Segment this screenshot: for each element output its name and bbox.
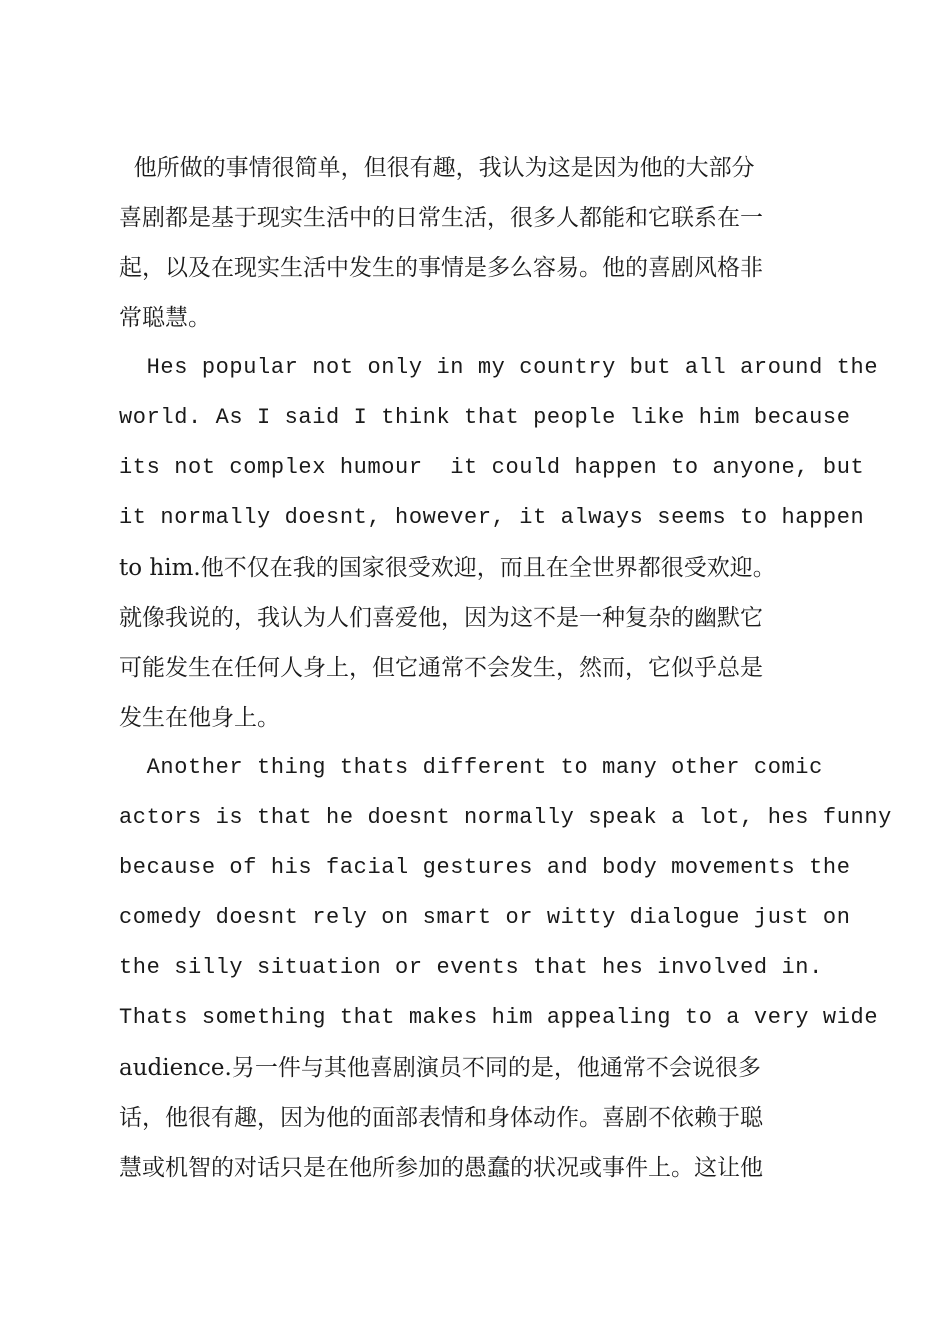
text-line: Another thing thats different to many other comic (119, 755, 823, 780)
text-line: audience.另一件与其他喜剧演员不同的是，他通常不会说很多 (119, 1055, 761, 1081)
text-line: 起，以及在现实生活中发生的事情是多么容易。他的喜剧风格非 (119, 255, 763, 281)
text-line: its not complex humour it could happen to anyone, but (119, 455, 865, 480)
text-line: comedy doesnt rely on smart or witty dialogue just on (119, 905, 851, 930)
text-line: 他所做的事情很简单，但很有趣，我认为这是因为他的大部分 (119, 155, 755, 181)
text-line: 可能发生在任何人身上，但它通常不会发生，然而，它似乎总是 (119, 655, 763, 681)
text-line: Hes popular not only in my country but all around the (119, 355, 879, 380)
text-line: Thats something that makes him appealing to a very wide (119, 1005, 879, 1030)
text-line: the silly situation or events that hes involved in. (119, 955, 823, 980)
text-line: 慧或机智的对话只是在他所参加的愚蠢的状况或事件上。这让他 (119, 1155, 763, 1181)
text-line: 喜剧都是基于现实生活中的日常生活，很多人都能和它联系在一 (119, 205, 763, 231)
text-line: it normally doesnt, however, it always seems to happen (119, 505, 865, 530)
text-line: 就像我说的，我认为人们喜爱他，因为这不是一种复杂的幽默它 (119, 605, 763, 631)
text-line: actors is that he doesnt normally speak a lot, hes funny (119, 805, 892, 830)
text-line: 话，他很有趣，因为他的面部表情和身体动作。喜剧不依赖于聪 (119, 1105, 763, 1131)
text-line: because of his facial gestures and body movements the (119, 855, 851, 880)
text-line: to him.他不仅在我的国家很受欢迎，而且在全世界都很受欢迎。 (119, 555, 776, 581)
text-line: 发生在他身上。 (119, 705, 280, 731)
text-line: 常聪慧。 (119, 305, 211, 331)
text-line: world. As I said I think that people like him because (119, 405, 851, 430)
